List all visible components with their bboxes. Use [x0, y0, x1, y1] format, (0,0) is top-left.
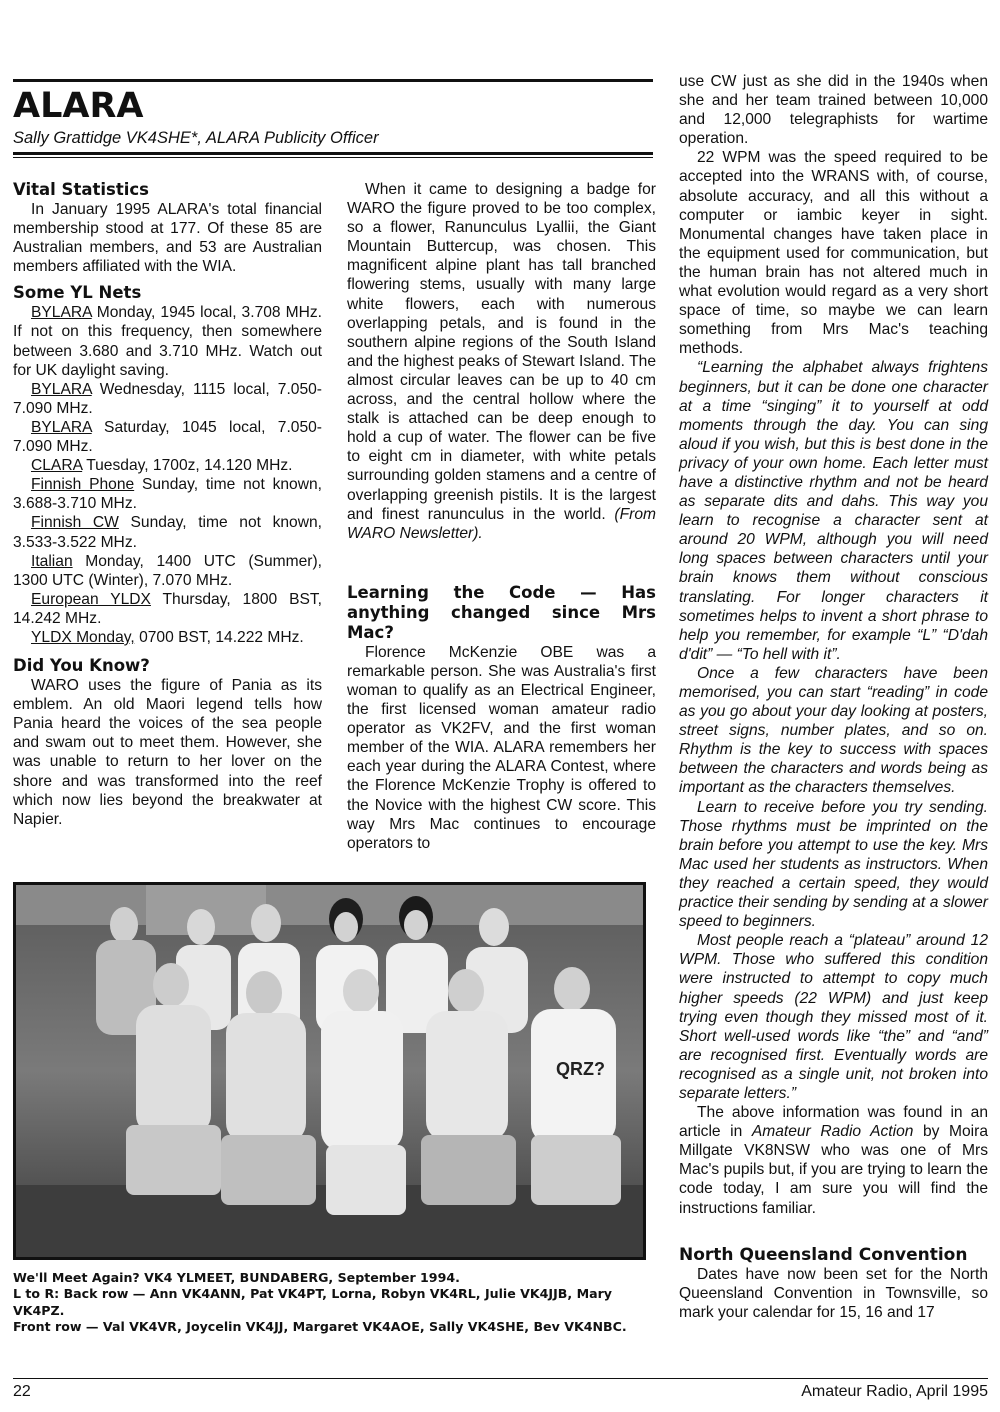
footer-rule [13, 1378, 988, 1379]
badge-source: (From WARO Newsletter). [347, 505, 656, 542]
article-ref-b: by Moira Millgate VK8NSW who was one of Mrs Mac's pupils but, if you are trying to learn the code today, I am sure you will find the instructions familiar. [679, 1123, 988, 1217]
column-1 [13, 180, 322, 829]
yl-net-item [13, 513, 322, 551]
col3-para-1: use CW just as she did in the 1940s when she and her team trained between 10,000 and 12,000 telegraphists for wartime operation. [679, 73, 988, 148]
yl-net-details: Tuesday, 1700z, 14.120 MHz. [82, 457, 293, 475]
did-you-know-heading: Did You Know? [13, 656, 150, 676]
quote-para-3: Learn to receive before you try sending. Those rhythms must be imprinted on the brain before you attempt to use the key. Mrs Mac used her students as instructors. When they reached a certain speed, they would practice their sending by sending at a slower speed to beginners. [679, 798, 988, 931]
yl-net-item [13, 628, 322, 647]
column-3 [679, 72, 988, 1322]
article-ref-title: Amateur Radio Action [751, 1123, 914, 1141]
yl-net-name: European YLDX [31, 590, 151, 608]
nq-convention-heading: North Queensland Convention [679, 1244, 968, 1265]
learning-code-text: Florence McKenzie OBE was a remarkable person. She was Australia's first woman to qualify as an Electrical Engineer, the first licensed woman amateur radio operator as VK2FV, and the first woman member of the WIA. ALARA remembers her each year during the ALARA Contest, where the Florence McKenzie Trophy is offered to the Novice with the highest CW score. This way Mrs Mac continues to encourage operators to [347, 643, 656, 852]
yl-net-item [13, 552, 322, 590]
yl-net-item [13, 380, 322, 418]
article-title: ALARA [13, 86, 144, 126]
yl-net-item [13, 418, 322, 456]
yl-net-name: Finnish CW [31, 514, 119, 532]
vital-statistics-text: In January 1995 ALARA's total financial membership stood at 177. Of these 85 are Australian members, and 53 are Australian members affiliated with the WIA. [13, 201, 322, 276]
badge-paragraph: When it came to designing a badge for WARO the figure proved to be too complex, so a flower, Ranunculus Lyallii, the Giant Mountain Buttercup, was chosen. This magnificent alpine plant has tall branched flowering stems, usually with many large white flowers, each with numerous overlapping petals, and is found in the southern alpine regions of the South Island and the highest peaks of Stewart Island. The almost circular leaves can be up to 40 cm across, and the central hollow where the stalk is attached can be deep enough to hold a cup of water. The flower can be five to eight cm in diameter, with white petals surrounding golden stamens and a centre of overlapping greenish pistils. It is the largest and finest ranunculus in the world. [347, 181, 656, 523]
yl-net-name: BYLARA [31, 380, 92, 398]
yl-net-details: Monday, 1400 UTC (Summer), 1300 UTC (Winter), 7.070 MHz. [13, 552, 322, 589]
column-2 [347, 180, 656, 853]
publication-name: Amateur Radio, April 1995 [801, 1383, 988, 1400]
header-bottom-rule-2 [13, 157, 653, 158]
vital-statistics-heading: Vital Statistics [13, 180, 149, 199]
yl-net-item [13, 303, 322, 379]
yl-net-details: Sunday, time not known, 3.533-3.522 MHz. [13, 514, 322, 551]
group-photo [13, 882, 646, 1260]
quote-para-4: Most people reach a “plateau” around 12 WPM. Those who suffered this condition were instructed to attempt to copy much higher speeds (22 WPM) and just keep trying even though they missed most of it. Short well-used words like “the” and “and” are recognised first. Eventually words are recognised as a single unit, not broken into separate letters.” [679, 932, 988, 1102]
yl-nets-heading: Some YL Nets [13, 283, 142, 303]
nq-convention-text: Dates have now been set for the North Queensland Convention in Townsville, so mark your calendar for 15, 16 and 17 [679, 1265, 988, 1321]
yl-net-item [13, 456, 322, 475]
learning-code-heading: Learning the Code — Has anything changed since Mrs Mac? [347, 582, 656, 642]
photo-caption [13, 1270, 646, 1335]
yl-net-details: Monday, 1945 local, 3.708 MHz. If not on this frequency, then somewhere between 3.680 and 3.710 MHz. Watch out for UK daylight saving. [13, 304, 322, 379]
yl-net-name: CLARA [31, 457, 83, 475]
did-you-know-text: WARO uses the figure of Pania as its emblem. An old Maori legend tells how Pania heard the voices of the sea people and swam out to meet them. However, she was unable to return to her lover on the shore and was transformed into the reef which now lies beyond the breakwater at Napier. [13, 677, 322, 828]
col3-para-2: 22 WPM was the speed required to be accepted into the WRANS with, of course, absolute accuracy, and all this without a computer or iambic keyer in sight. Monumental changes have taken place in the equipment used for communication, but the human brain has not altered much in what evolution would regard as a very short space of time, so maybe we can learn something from Mrs Mac's teaching methods. [679, 149, 988, 358]
yl-net-name: Finnish Phone [31, 476, 135, 494]
quote-para-1: “Learning the alphabet always frightens beginners, but it can be done one character at a time “singing” it to yourself at odd moments through the day. You can sing aloud if you wish, but this is best done in the privacy of your own home. Each letter must have a distinctive rhythm and not be heard as separate dits and dahs. This way you learn to recognise a character sent at around 20 WPM, although you will need long spaces between characters until your brain knows them without conscious translating. For longer characters it sometimes helps to invent a short phrase to help you remember, for example “L” “D'dah d'dit” — “To hell with it”. [679, 359, 988, 663]
caption-line-1: We'll Meet Again? VK4 YLMEET, BUNDABERG, September 1994. [13, 1270, 460, 1285]
article-ref-a: The above information was found in an article in [679, 1104, 988, 1141]
col3-para-3 [679, 1103, 988, 1218]
yl-net-details: 0700 BST, 14.222 MHz. [134, 628, 304, 646]
yl-net-item [13, 475, 322, 513]
group-photo-image [16, 885, 643, 1257]
yl-net-details: Sunday, time not known, 3.688-3.710 MHz. [13, 476, 322, 513]
yl-nets-list [13, 303, 322, 647]
article-byline: Sally Grattidge VK4SHE*, ALARA Publicity Officer [13, 129, 379, 147]
page-number: 22 [13, 1383, 31, 1400]
caption-line-3: Front row — Val VK4VR, Joycelin VK4JJ, Margaret VK4AOE, Sally VK4SHE, Bev VK4NBC. [13, 1318, 627, 1334]
yl-net-details: Saturday, 1045 local, 7.050-7.090 MHz. [13, 418, 322, 456]
yl-net-name: BYLARA [31, 304, 92, 322]
photo-shirt-text: QRZ? [556, 1059, 605, 1079]
header-bottom-rule [13, 152, 653, 155]
yl-net-name: Italian [31, 552, 73, 570]
yl-net-item [13, 590, 322, 628]
yl-net-name: BYLARA [31, 418, 92, 436]
caption-line-2: L to R: Back row — Ann VK4ANN, Pat VK4PT, Lorna, Robyn VK4RL, Julie VK4JJB, Mary VK4PZ. [13, 1286, 613, 1318]
yl-net-details: Thursday, 1800 BST, 14.242 MHz. [13, 590, 322, 627]
quote-para-2: Once a few characters have been memorised, you can start “reading” in code as you go about your day looking at posters, street signs, number plates, and so on. Rhythm is the key to success with spaces between the characters and words being as important as the characters themselves. [679, 664, 988, 797]
yl-net-name: YLDX Monday, [31, 628, 135, 646]
yl-net-details: Wednesday, 1115 local, 7.050-7.090 MHz. [13, 380, 322, 417]
badge-text [347, 180, 656, 543]
top-rule [13, 79, 653, 82]
